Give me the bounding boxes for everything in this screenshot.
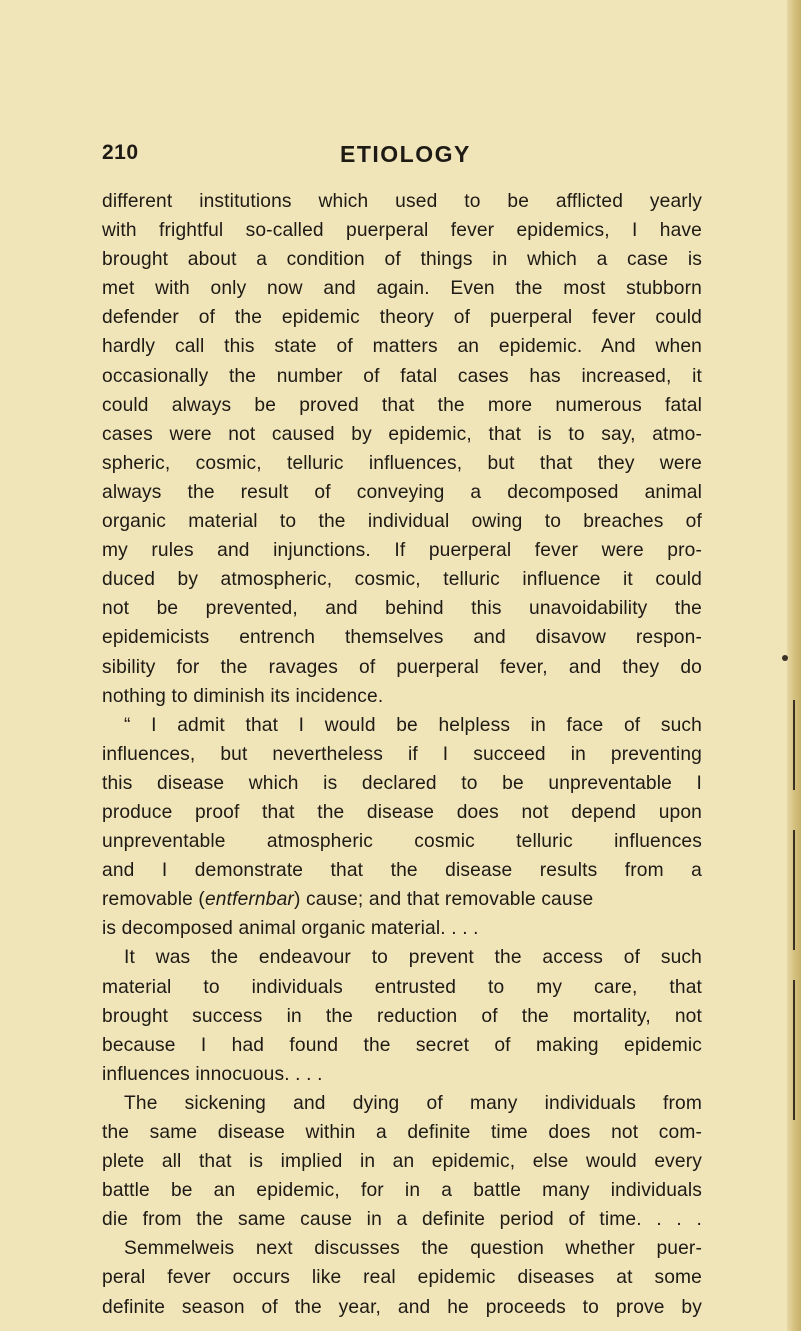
text-line: die from the same cause in a definite period of time. . . . bbox=[102, 1209, 702, 1231]
text-fragment: ) cause; and that removable cause bbox=[293, 889, 594, 911]
text-line: is decomposed animal organic material. . . . bbox=[102, 918, 479, 940]
text-line: plete all that is implied in an epidemic, else would every bbox=[102, 1151, 702, 1173]
text-line: hardly call this state of matters an epidemic. And when bbox=[102, 336, 702, 358]
running-head: ETIOLOGY bbox=[340, 141, 471, 167]
text-line: cases were not caused by epidemic, that is to say, atmo- bbox=[102, 423, 702, 445]
text-line: The sickening and dying of many individuals from bbox=[124, 1092, 702, 1114]
text-line: spheric, cosmic, telluric influences, but that they were bbox=[102, 452, 702, 474]
text-line: sibility for the ravages of puerperal fever, and they do bbox=[102, 656, 702, 678]
text-line: influences, but nevertheless if I succeed in preventing bbox=[102, 743, 702, 765]
text-line: brought about a condition of things in which a case is bbox=[102, 249, 702, 271]
text-fragment: removable bbox=[102, 889, 199, 911]
text-line: different institutions which used to be afflicted yearly bbox=[102, 191, 702, 212]
text-line: and I demonstrate that the disease results from a bbox=[102, 860, 702, 882]
text-line: unpreventable atmospheric cosmic telluric influences bbox=[102, 831, 702, 853]
edge-line bbox=[793, 830, 795, 950]
edge-line bbox=[793, 980, 795, 1120]
text-line: peral fever occurs like real epidemic diseases at some bbox=[102, 1267, 702, 1289]
text-line: always the result of conveying a decomposed animal bbox=[102, 481, 702, 503]
text-line: occasionally the number of fatal cases has increased, it bbox=[102, 365, 702, 387]
edge-line bbox=[793, 700, 795, 790]
body-text bbox=[102, 187, 702, 1322]
text-line: with frightful so-called puerperal fever epidemics, I have bbox=[102, 220, 702, 242]
text-line: the same disease within a definite time does not com- bbox=[102, 1122, 702, 1143]
text-line: could always be proved that the more numerous fatal bbox=[102, 394, 702, 416]
text-line: Semmelweis next discusses the question whether puer- bbox=[124, 1238, 702, 1260]
text-line: definite season of the year, and he proceeds to prove by bbox=[102, 1296, 702, 1318]
text-line: my rules and injunctions. If puerperal fever were pro- bbox=[102, 540, 702, 562]
text-line: battle be an epidemic, for in a battle many individuals bbox=[102, 1180, 702, 1202]
text-line: organic material to the individual owing to breaches of bbox=[102, 511, 702, 533]
text-line: not be prevented, and behind this unavoidability the bbox=[102, 598, 702, 620]
italic-term: entfernbar bbox=[204, 889, 294, 911]
text-line: this disease which is declared to be unpreventable I bbox=[102, 772, 702, 794]
text-line: material to individuals entrusted to my care, that bbox=[102, 976, 702, 998]
page-number: 210 bbox=[102, 141, 139, 164]
text-line: produce proof that the disease does not depend upon bbox=[102, 801, 702, 823]
text-line: It was the endeavour to prevent the access of such bbox=[124, 947, 702, 969]
text-line: epidemicists entrench themselves and disavow respon- bbox=[102, 627, 702, 649]
text-line: nothing to diminish its incidence. bbox=[102, 685, 384, 707]
text-line: met with only now and again. Even the most stubborn bbox=[102, 278, 702, 300]
text-line: brought success in the reduction of the mortality, not bbox=[102, 1005, 702, 1027]
page-header bbox=[102, 141, 702, 177]
text-line: duced by atmospheric, cosmic, telluric influence it could bbox=[102, 569, 702, 591]
text-line: defender of the epidemic theory of puerperal fever could bbox=[102, 307, 702, 329]
text-line: influences innocuous. . . . bbox=[102, 1063, 323, 1085]
page-edge-shadow bbox=[787, 0, 801, 1331]
text-line: because I had found the secret of making epidemic bbox=[102, 1034, 702, 1056]
text-line: “ I admit that I would be helpless in face of such bbox=[124, 714, 702, 736]
text-line: removable (entfernbar) cause; and that removable cause bbox=[102, 889, 594, 911]
margin-mark bbox=[782, 655, 788, 661]
